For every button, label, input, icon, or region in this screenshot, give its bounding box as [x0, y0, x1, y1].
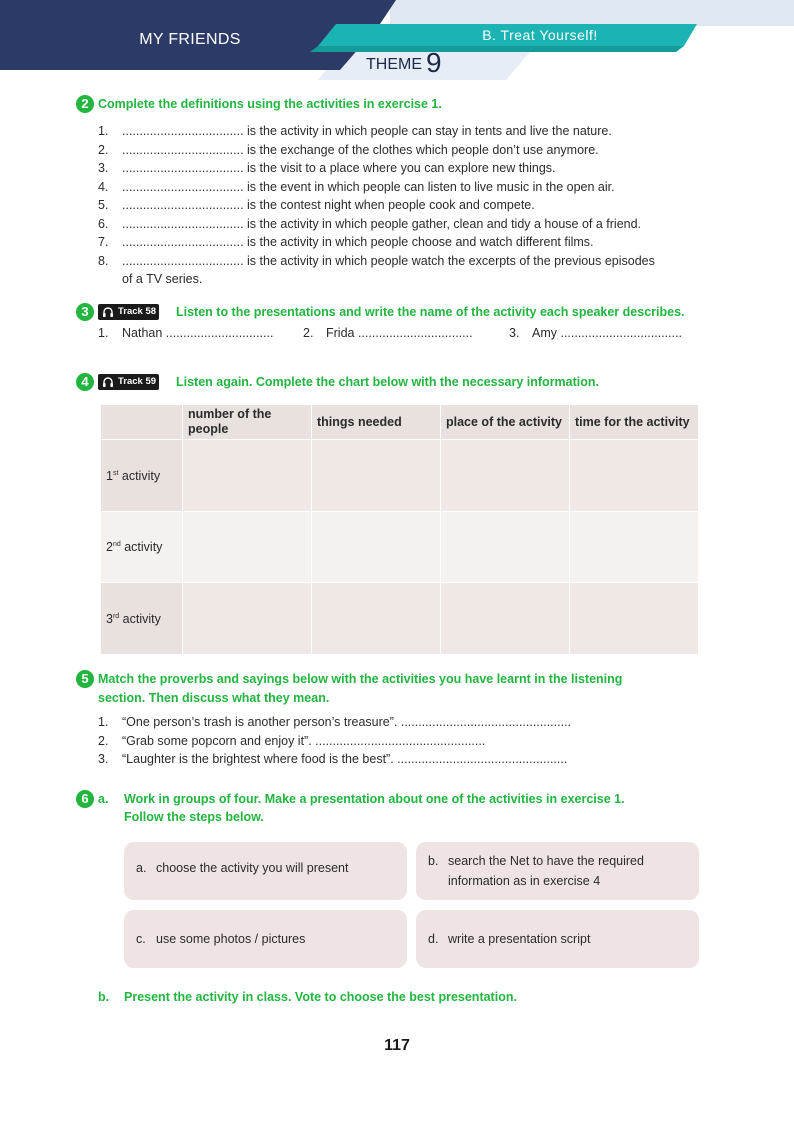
track-label: Track 58 [118, 306, 157, 317]
step-letter: c. [136, 932, 146, 946]
list-item: ................................... is the activity in which people choose and watch different films. [122, 235, 594, 249]
step-text: write a presentation script [448, 932, 591, 946]
step-card [416, 842, 699, 900]
table-header-cell: number of the people [183, 405, 312, 440]
list-item: ................................... is the activity in which people watch the excerpts of the previous episodes [122, 253, 655, 268]
row-ordinal-suffix: st [112, 469, 119, 477]
step-text: choose the activity you will present [156, 861, 349, 875]
step-letter: a. [136, 861, 147, 875]
row-ordinal: 1 [106, 468, 113, 483]
table-answer-cell[interactable] [570, 512, 699, 583]
exercise-6b-text: Present the activity in class. Vote to choose the best presentation. [124, 990, 517, 1004]
row-ordinal-suffix: rd [112, 612, 120, 620]
list-item: ................................... is the exchange of the clothes which people don’t use anymore. [122, 142, 599, 157]
table-answer-cell[interactable] [441, 583, 570, 655]
list-number: 8. [98, 253, 109, 268]
proverb-item: “Laughter is the brightest where food is the best”. ................................................. [122, 752, 568, 766]
unit-title: MY FRIENDS [139, 31, 241, 48]
exercise-5-title-line2: section. Then discuss what they mean. [98, 691, 330, 705]
activity-chart-table [100, 404, 699, 655]
exercise-2-badge: 2 [76, 95, 94, 113]
list-number: 2. [98, 142, 109, 157]
row-label-text: activity [119, 611, 161, 626]
speaker-item: Amy ................................... [532, 326, 683, 340]
table-row-label [101, 440, 183, 512]
row-label-text: activity [118, 468, 161, 483]
audio-track-badge[interactable] [98, 304, 159, 320]
theme-label [366, 48, 442, 78]
speaker-item: Frida ................................. [326, 326, 473, 340]
table-header-cell: time for the activity [570, 405, 699, 440]
track-label: Track 59 [118, 376, 157, 387]
list-number: 3. [509, 326, 520, 340]
list-number: 5. [98, 198, 109, 212]
list-item: ................................... is the visit to a place where you can explore new things. [122, 161, 556, 175]
step-card [124, 910, 407, 968]
table-answer-cell[interactable] [183, 583, 312, 655]
table-answer-cell[interactable] [570, 583, 699, 655]
list-item: ................................... is the activity in which people gather, clean and tidy a house of a friend. [122, 216, 642, 231]
list-number: 6. [98, 216, 109, 231]
step-letter: b. [428, 854, 439, 868]
row-label-text: activity [120, 540, 163, 554]
step-text-line2: information as in exercise 4 [448, 874, 601, 888]
table-answer-cell[interactable] [312, 512, 441, 583]
step-card [124, 842, 407, 900]
list-item: ................................... is the activity in which people can stay in tents and live the nature. [122, 124, 612, 138]
step-text: search the Net to have the required [448, 854, 644, 868]
exercise-6-badge: 6 [76, 790, 94, 808]
list-number: 1. [98, 326, 109, 340]
table-row-label [101, 583, 183, 655]
exercise-6a-line1: Work in groups of four. Make a presentation about one of the activities in exercise 1. [124, 792, 625, 806]
row-ordinal-suffix: nd [112, 540, 121, 548]
list-number: 2. [303, 326, 314, 340]
list-item: ................................... is the contest night when people cook and compete. [122, 198, 535, 212]
list-item-continuation: of a TV series. [122, 272, 203, 286]
table-answer-cell[interactable] [312, 583, 441, 655]
table-header-cell: things needed [312, 405, 441, 440]
step-card [416, 910, 699, 968]
table-answer-cell[interactable] [570, 440, 699, 512]
table-answer-cell[interactable] [312, 440, 441, 512]
exercise-3-badge: 3 [76, 303, 94, 321]
list-number: 2. [98, 734, 109, 748]
list-number: 4. [98, 179, 109, 194]
list-item: ................................... is the event in which people can listen to live music in the open air. [122, 179, 615, 194]
audio-track-badge[interactable] [98, 374, 159, 390]
theme-word: THEME [366, 56, 422, 73]
list-number: 3. [98, 752, 109, 766]
list-number: 3. [98, 161, 109, 175]
exercise-2-title: Complete the definitions using the activities in exercise 1. [98, 97, 442, 111]
exercise-5-badge: 5 [76, 670, 94, 688]
table-answer-cell[interactable] [183, 512, 312, 583]
headphones-icon [102, 306, 114, 318]
exercise-6a-letter: a. [98, 792, 109, 806]
list-number: 1. [98, 715, 109, 729]
table-answer-cell[interactable] [441, 512, 570, 583]
table-answer-cell[interactable] [183, 440, 312, 512]
section-title: B. Treat Yourself! [482, 27, 598, 43]
step-text: use some photos / pictures [156, 932, 306, 946]
exercise-3-title: Listen to the presentations and write the name of the activity each speaker describes. [176, 305, 685, 319]
list-number: 1. [98, 124, 109, 138]
speaker-item: Nathan ............................... [122, 326, 274, 340]
headphones-icon [102, 376, 114, 388]
page-number: 117 [384, 1037, 410, 1054]
exercise-6b-letter: b. [98, 990, 110, 1004]
list-number: 7. [98, 235, 109, 249]
row-ordinal: 3 [106, 611, 113, 626]
exercise-5-title-line1: Match the proverbs and sayings below with the activities you have learnt in the listening [98, 672, 623, 686]
proverb-item: “One person’s trash is another person’s treasure”. ................................................. [122, 715, 572, 729]
exercise-4-badge: 4 [76, 373, 94, 391]
row-ordinal: 2 [106, 540, 113, 554]
exercise-4-title: Listen again. Complete the chart below with the necessary information. [176, 375, 599, 389]
table-answer-cell[interactable] [441, 440, 570, 512]
proverb-item: “Grab some popcorn and enjoy it”. ................................................. [122, 734, 486, 748]
table-corner-cell [101, 405, 183, 440]
table-row-label [101, 512, 183, 583]
theme-number: 9 [426, 47, 442, 78]
exercise-6a-line2: Follow the steps below. [124, 810, 264, 824]
step-letter: d. [428, 932, 439, 946]
table-header-cell: place of the activity [441, 405, 570, 440]
